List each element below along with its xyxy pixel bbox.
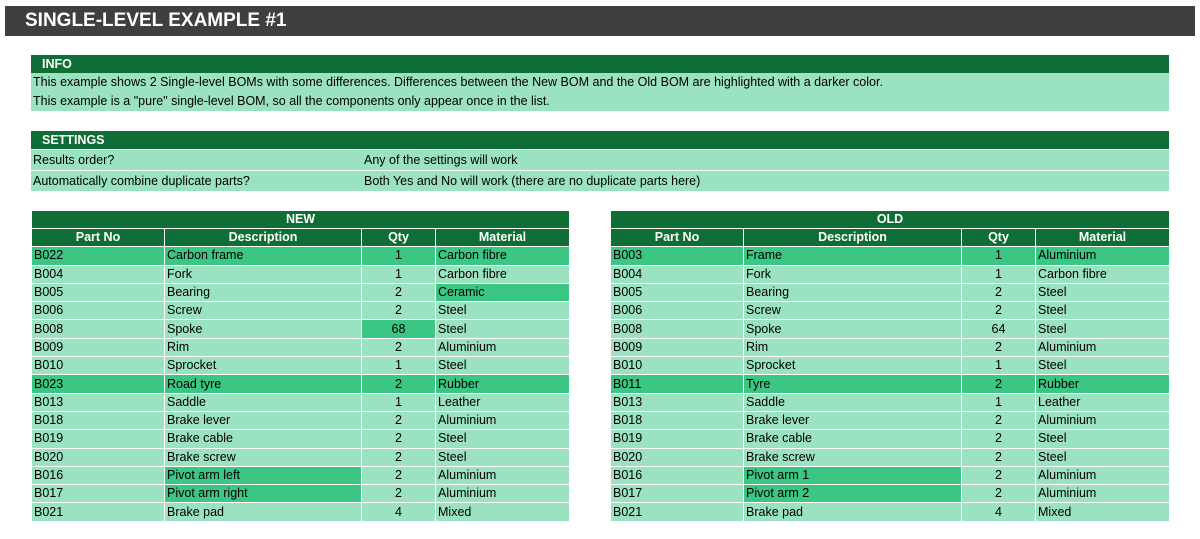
part-no-cell[interactable]: B013 <box>611 393 744 411</box>
table-row <box>32 503 570 521</box>
column-header-part-no[interactable]: Part No <box>611 229 744 247</box>
qty-cell[interactable]: 2 <box>962 411 1036 429</box>
qty-cell[interactable]: 1 <box>962 265 1036 283</box>
material-cell[interactable]: Carbon fibre <box>436 265 570 283</box>
table-row <box>611 503 1170 521</box>
description-cell[interactable]: Fork <box>744 265 962 283</box>
table-row <box>32 357 570 375</box>
table-row <box>611 466 1170 484</box>
settings-row-combine-duplicates[interactable] <box>31 170 1169 191</box>
qty-cell[interactable]: 1 <box>362 393 436 411</box>
part-no-cell[interactable]: B022 <box>32 247 165 265</box>
description-cell[interactable]: Saddle <box>744 393 962 411</box>
material-cell[interactable]: Steel <box>1036 302 1170 320</box>
settings-header: SETTINGS <box>31 131 1169 149</box>
column-header-qty[interactable]: Qty <box>362 229 436 247</box>
part-no-cell[interactable]: B013 <box>32 393 165 411</box>
column-header-description[interactable]: Description <box>744 229 962 247</box>
part-no-cell[interactable]: B011 <box>611 375 744 393</box>
qty-cell[interactable]: 2 <box>362 430 436 448</box>
part-no-cell[interactable]: B018 <box>32 411 165 429</box>
part-no-cell[interactable]: B021 <box>611 503 744 521</box>
table-row <box>611 448 1170 466</box>
qty-cell[interactable]: 2 <box>962 430 1036 448</box>
qty-cell[interactable]: 1 <box>962 247 1036 265</box>
qty-cell[interactable]: 2 <box>962 448 1036 466</box>
material-cell[interactable]: Steel <box>436 430 570 448</box>
new-table-title: NEW <box>32 211 570 229</box>
part-no-cell[interactable]: B010 <box>32 357 165 375</box>
description-cell[interactable]: Tyre <box>744 375 962 393</box>
material-cell[interactable]: Rubber <box>1036 375 1170 393</box>
description-cell[interactable]: Fork <box>165 265 362 283</box>
settings-label: Results order? <box>33 153 115 167</box>
settings-label: Automatically combine duplicate parts? <box>33 174 250 188</box>
qty-cell[interactable]: 2 <box>962 466 1036 484</box>
material-cell[interactable]: Leather <box>1036 393 1170 411</box>
qty-cell[interactable]: 2 <box>962 283 1036 301</box>
part-no-cell[interactable]: B010 <box>611 357 744 375</box>
description-cell[interactable]: Pivot arm 2 <box>744 485 962 503</box>
qty-cell[interactable]: 2 <box>362 302 436 320</box>
info-line[interactable]: This example shows 2 Single-level BOMs with some differences. Differences between the New BOM and the Old BOM are highlighted with a darker color. <box>31 73 1169 92</box>
qty-cell[interactable]: 2 <box>362 411 436 429</box>
description-cell[interactable]: Brake cable <box>165 430 362 448</box>
table-row <box>611 393 1170 411</box>
material-cell[interactable]: Aluminium <box>436 338 570 356</box>
column-header-material[interactable]: Material <box>1036 229 1170 247</box>
column-header-description[interactable]: Description <box>165 229 362 247</box>
qty-cell[interactable]: 1 <box>362 265 436 283</box>
new-bom-table <box>31 210 570 522</box>
part-no-cell[interactable]: B008 <box>611 320 744 338</box>
table-row <box>611 320 1170 338</box>
qty-cell[interactable]: 2 <box>962 338 1036 356</box>
description-cell[interactable]: Brake pad <box>744 503 962 521</box>
table-row <box>611 265 1170 283</box>
description-cell[interactable]: Carbon frame <box>165 247 362 265</box>
material-cell[interactable]: Steel <box>436 357 570 375</box>
table-row <box>32 485 570 503</box>
part-no-cell[interactable]: B005 <box>32 283 165 301</box>
part-no-cell[interactable]: B019 <box>32 430 165 448</box>
qty-cell[interactable]: 1 <box>962 393 1036 411</box>
settings-value[interactable]: Both Yes and No will work (there are no duplicate parts here) <box>364 174 701 188</box>
description-cell[interactable]: Brake cable <box>744 430 962 448</box>
part-no-cell[interactable]: B019 <box>611 430 744 448</box>
old-table-title: OLD <box>611 211 1170 229</box>
material-cell[interactable]: Steel <box>1036 430 1170 448</box>
column-header-qty[interactable]: Qty <box>962 229 1036 247</box>
table-row <box>611 357 1170 375</box>
qty-cell[interactable]: 1 <box>962 357 1036 375</box>
table-row <box>32 430 570 448</box>
material-cell[interactable]: Steel <box>436 320 570 338</box>
column-header-part-no[interactable]: Part No <box>32 229 165 247</box>
description-cell[interactable]: Pivot arm 1 <box>744 466 962 484</box>
table-row <box>611 485 1170 503</box>
qty-cell[interactable]: 2 <box>962 375 1036 393</box>
part-no-cell[interactable]: B008 <box>32 320 165 338</box>
material-cell[interactable]: Aluminium <box>1036 411 1170 429</box>
material-cell[interactable]: Aluminium <box>1036 338 1170 356</box>
material-cell[interactable]: Aluminium <box>436 466 570 484</box>
description-cell[interactable]: Pivot arm left <box>165 466 362 484</box>
settings-value[interactable]: Any of the settings will work <box>364 153 518 167</box>
material-cell[interactable]: Aluminium <box>1036 466 1170 484</box>
description-cell[interactable]: Bearing <box>744 283 962 301</box>
part-no-cell[interactable]: B009 <box>611 338 744 356</box>
description-cell[interactable]: Sprocket <box>165 357 362 375</box>
sheet-title: SINGLE-LEVEL EXAMPLE #1 <box>5 6 1195 36</box>
description-cell[interactable]: Brake screw <box>165 448 362 466</box>
qty-cell[interactable]: 2 <box>362 283 436 301</box>
part-no-cell[interactable]: B004 <box>32 265 165 283</box>
material-cell[interactable]: Aluminium <box>1036 485 1170 503</box>
table-row <box>611 302 1170 320</box>
qty-cell[interactable]: 2 <box>962 302 1036 320</box>
part-no-cell[interactable]: B009 <box>32 338 165 356</box>
part-no-cell[interactable]: B016 <box>32 466 165 484</box>
description-cell[interactable]: Rim <box>744 338 962 356</box>
description-cell[interactable]: Screw <box>744 302 962 320</box>
part-no-cell[interactable]: B021 <box>32 503 165 521</box>
material-cell[interactable]: Rubber <box>436 375 570 393</box>
material-cell[interactable]: Steel <box>1036 283 1170 301</box>
description-cell[interactable]: Brake lever <box>744 411 962 429</box>
table-row <box>32 411 570 429</box>
material-cell[interactable]: Ceramic <box>436 283 570 301</box>
description-cell[interactable]: Pivot arm right <box>165 485 362 503</box>
table-row <box>611 338 1170 356</box>
part-no-cell[interactable]: B020 <box>32 448 165 466</box>
table-row <box>32 247 570 265</box>
table-row <box>611 375 1170 393</box>
part-no-cell[interactable]: B006 <box>611 302 744 320</box>
part-no-cell[interactable]: B003 <box>611 247 744 265</box>
qty-cell[interactable]: 2 <box>362 448 436 466</box>
qty-cell[interactable]: 2 <box>962 485 1036 503</box>
material-cell[interactable]: Aluminium <box>436 485 570 503</box>
description-cell[interactable]: Bearing <box>165 283 362 301</box>
table-row <box>32 393 570 411</box>
table-row <box>32 375 570 393</box>
description-cell[interactable]: Brake lever <box>165 411 362 429</box>
table-row <box>611 430 1170 448</box>
material-cell[interactable]: Mixed <box>1036 503 1170 521</box>
qty-cell[interactable]: 1 <box>362 247 436 265</box>
settings-row-results-order[interactable] <box>31 149 1169 170</box>
part-no-cell[interactable]: B004 <box>611 265 744 283</box>
material-cell[interactable]: Aluminium <box>1036 247 1170 265</box>
material-cell[interactable]: Steel <box>1036 448 1170 466</box>
part-no-cell[interactable]: B018 <box>611 411 744 429</box>
description-cell[interactable]: Brake screw <box>744 448 962 466</box>
qty-cell[interactable]: 2 <box>362 485 436 503</box>
material-cell[interactable]: Carbon fibre <box>1036 265 1170 283</box>
part-no-cell[interactable]: B020 <box>611 448 744 466</box>
qty-cell[interactable]: 2 <box>362 338 436 356</box>
qty-cell[interactable]: 2 <box>362 466 436 484</box>
qty-cell[interactable]: 4 <box>962 503 1036 521</box>
qty-cell[interactable]: 2 <box>362 375 436 393</box>
qty-cell[interactable]: 64 <box>962 320 1036 338</box>
part-no-cell[interactable]: B023 <box>32 375 165 393</box>
table-row <box>611 411 1170 429</box>
part-no-cell[interactable]: B017 <box>32 485 165 503</box>
column-header-material[interactable]: Material <box>436 229 570 247</box>
settings-section <box>31 131 1169 191</box>
description-cell[interactable]: Road tyre <box>165 375 362 393</box>
part-no-cell[interactable]: B005 <box>611 283 744 301</box>
table-row <box>32 302 570 320</box>
table-row <box>32 283 570 301</box>
material-cell[interactable]: Carbon fibre <box>436 247 570 265</box>
material-cell[interactable]: Aluminium <box>436 411 570 429</box>
description-cell[interactable]: Spoke <box>165 320 362 338</box>
info-header: INFO <box>31 55 1169 73</box>
part-no-cell[interactable]: B006 <box>32 302 165 320</box>
table-row <box>32 320 570 338</box>
description-cell[interactable]: Rim <box>165 338 362 356</box>
description-cell[interactable]: Screw <box>165 302 362 320</box>
info-section <box>31 55 1169 111</box>
qty-cell[interactable]: 68 <box>362 320 436 338</box>
description-cell[interactable]: Brake pad <box>165 503 362 521</box>
material-cell[interactable]: Steel <box>436 448 570 466</box>
material-cell[interactable]: Leather <box>436 393 570 411</box>
old-bom-table <box>610 210 1170 522</box>
material-cell[interactable]: Mixed <box>436 503 570 521</box>
info-line[interactable]: This example is a "pure" single-level BOM, so all the components only appear once in the list. <box>31 92 1169 111</box>
table-row <box>611 283 1170 301</box>
material-cell[interactable]: Steel <box>1036 320 1170 338</box>
material-cell[interactable]: Steel <box>1036 357 1170 375</box>
part-no-cell[interactable]: B017 <box>611 485 744 503</box>
table-row <box>32 466 570 484</box>
description-cell[interactable]: Saddle <box>165 393 362 411</box>
table-row <box>32 265 570 283</box>
material-cell[interactable]: Steel <box>436 302 570 320</box>
description-cell[interactable]: Spoke <box>744 320 962 338</box>
description-cell[interactable]: Frame <box>744 247 962 265</box>
description-cell[interactable]: Sprocket <box>744 357 962 375</box>
qty-cell[interactable]: 1 <box>362 357 436 375</box>
part-no-cell[interactable]: B016 <box>611 466 744 484</box>
qty-cell[interactable]: 4 <box>362 503 436 521</box>
table-row <box>611 247 1170 265</box>
table-row <box>32 338 570 356</box>
table-row <box>32 448 570 466</box>
